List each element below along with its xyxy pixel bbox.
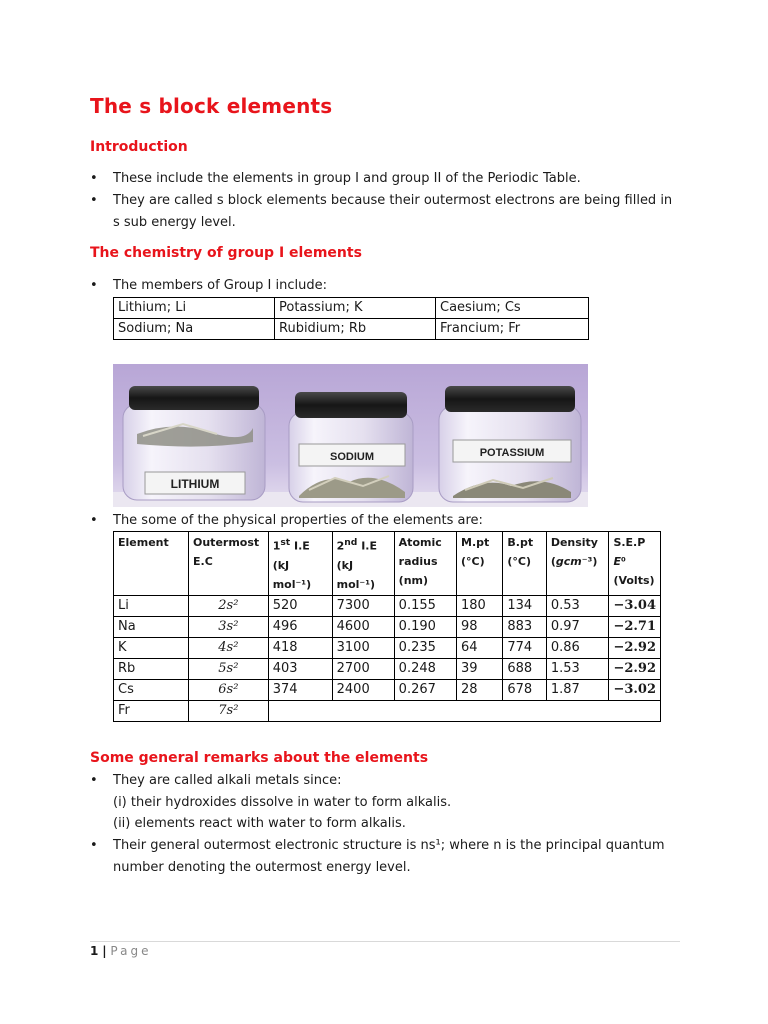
table-cell: 418 (268, 637, 332, 658)
bullet-icon: • (90, 773, 98, 788)
bullet-icon: • (90, 278, 98, 293)
column-header: S.E.P E⁰ (Volts) (609, 532, 661, 596)
table-cell: Caesium; Cs (436, 298, 589, 319)
table-cell: Potassium; K (275, 298, 436, 319)
table-cell: Cs (114, 679, 189, 700)
table-row (114, 658, 661, 679)
table-cell: 0.97 (546, 616, 609, 637)
column-header: 1st I.E (kJ mol⁻¹) (268, 532, 332, 596)
table-cell: 7300 (332, 595, 394, 616)
page-footer (90, 944, 151, 958)
table-cell: K (114, 637, 189, 658)
table-cell: 403 (268, 658, 332, 679)
table-cell: 7s² (189, 700, 269, 721)
page-number: 1 (90, 944, 99, 958)
table-cell: 374 (268, 679, 332, 700)
table-cell: 688 (503, 658, 546, 679)
table-row (114, 595, 661, 616)
table-cell-empty (268, 700, 660, 721)
table-cell: 2700 (332, 658, 394, 679)
table-cell: 6s² (189, 679, 269, 700)
table-cell: −3.04 (609, 595, 661, 616)
table-cell: Na (114, 616, 189, 637)
table-cell: 2400 (332, 679, 394, 700)
table-row (114, 319, 589, 340)
table-cell: Li (114, 595, 189, 616)
introduction-heading: Introduction (90, 139, 188, 155)
table-cell: 64 (457, 637, 503, 658)
table-row (114, 637, 661, 658)
element-jars-photo (113, 364, 588, 507)
table-cell: 1.87 (546, 679, 609, 700)
group1-heading: The chemistry of group I elements (90, 245, 362, 261)
column-header: Density (gcm⁻³) (546, 532, 609, 596)
table-cell: 0.86 (546, 637, 609, 658)
footer-divider (90, 941, 680, 942)
lithium-jar (123, 386, 265, 500)
column-header: Element (114, 532, 189, 596)
table-cell: Rubidium; Rb (275, 319, 436, 340)
table-cell: 39 (457, 658, 503, 679)
bullet-icon: • (90, 171, 98, 186)
jar-label-lithium: LITHIUM (170, 477, 220, 491)
table-cell: 28 (457, 679, 503, 700)
table-cell: 5s² (189, 658, 269, 679)
table-cell: 496 (268, 616, 332, 637)
table-cell: 0.267 (394, 679, 456, 700)
jar-label-sodium: SODIUM (330, 451, 374, 463)
table-cell: Rb (114, 658, 189, 679)
column-header: Atomic radius (nm) (394, 532, 456, 596)
table-cell: Francium; Fr (436, 319, 589, 340)
table-cell: 3100 (332, 637, 394, 658)
table-cell: 520 (268, 595, 332, 616)
table-cell: 1.53 (546, 658, 609, 679)
document-page: The s block elements Introduction • These include the elements in group I and group II of the Periodic Table. • They are called s block elements because their outermost electrons are being filled in s sub energy level. The chemistry of group I elements • The members of Group I include: Lithium; Li Potassium; K Caesium; Cs Sodium; Na Rubidium; Rb Francium; Fr LITHIUM SODIUM POTASSIUM • The some of the physical properties of the elements are: Element Outermost E.C 1st I.E (kJ mol⁻¹) 2nd I.E (kJ mol⁻¹) Atomic radius (nm) M.pt (°C) B.pt (°C) Density (gcm⁻³) S.E.P E⁰ (Volts) Li 2s² 520 7300 0.155 180 134 0.53 −3.04 Na 3s² 496 4600 0.190 98 883 0.97 −2.71 K 4s² 418 3100 0.235 64 774 0.86 −2.92 Rb 5s² 403 2700 0.248 39 688 1.53 −2.92 Cs 6s² 374 2400 0.267 28 678 1.87 −3.02 Fr 7s² Some general remarks about the elements • They are called alkali metals since: (i) their hydroxides dissolve in water to form alkalis. (ii) elements react with water to form alkalis. • Their general outermost electronic structure is ns¹; where n is the principal quantum number denoting the outermost energy level. 1 | Page (0, 0, 768, 1024)
table-cell: 0.53 (546, 595, 609, 616)
table-row (114, 679, 661, 700)
jar-label-potassium: POTASSIUM (479, 447, 545, 459)
potassium-jar (439, 386, 581, 502)
page-title: The s block elements (90, 94, 333, 118)
column-header: M.pt (°C) (457, 532, 503, 596)
table-cell: Fr (114, 700, 189, 721)
table-row (114, 616, 661, 637)
table-cell: 0.155 (394, 595, 456, 616)
sodium-jar (289, 392, 413, 502)
table-cell: 0.248 (394, 658, 456, 679)
table-cell: 4600 (332, 616, 394, 637)
table-cell: Sodium; Na (114, 319, 275, 340)
table-cell: −3.02 (609, 679, 661, 700)
table-cell: 678 (503, 679, 546, 700)
table-cell: 3s² (189, 616, 269, 637)
table-cell: 134 (503, 595, 546, 616)
table-cell: 2s² (189, 595, 269, 616)
bullet-icon: • (90, 838, 98, 853)
table-cell: 774 (503, 637, 546, 658)
bullet-icon: • (90, 513, 98, 528)
table-cell: 0.235 (394, 637, 456, 658)
remarks-heading: Some general remarks about the elements (90, 750, 429, 766)
footer-separator: | (102, 944, 107, 958)
column-header: B.pt (°C) (503, 532, 546, 596)
column-header: Outermost E.C (189, 532, 269, 596)
table-row (114, 700, 661, 721)
table-cell: 98 (457, 616, 503, 637)
physical-properties-table (113, 531, 661, 722)
table-cell: −2.92 (609, 637, 661, 658)
page-label: Page (110, 944, 152, 958)
members-table (113, 297, 589, 340)
table-cell: −2.71 (609, 616, 661, 637)
table-row (114, 298, 589, 319)
table-cell: 4s² (189, 637, 269, 658)
table-cell: 883 (503, 616, 546, 637)
table-cell: 180 (457, 595, 503, 616)
table-header-row (114, 532, 661, 596)
column-header: 2nd I.E (kJ mol⁻¹) (332, 532, 394, 596)
table-cell: −2.92 (609, 658, 661, 679)
table-cell: 0.190 (394, 616, 456, 637)
bullet-icon: • (90, 193, 98, 208)
table-cell: Lithium; Li (114, 298, 275, 319)
